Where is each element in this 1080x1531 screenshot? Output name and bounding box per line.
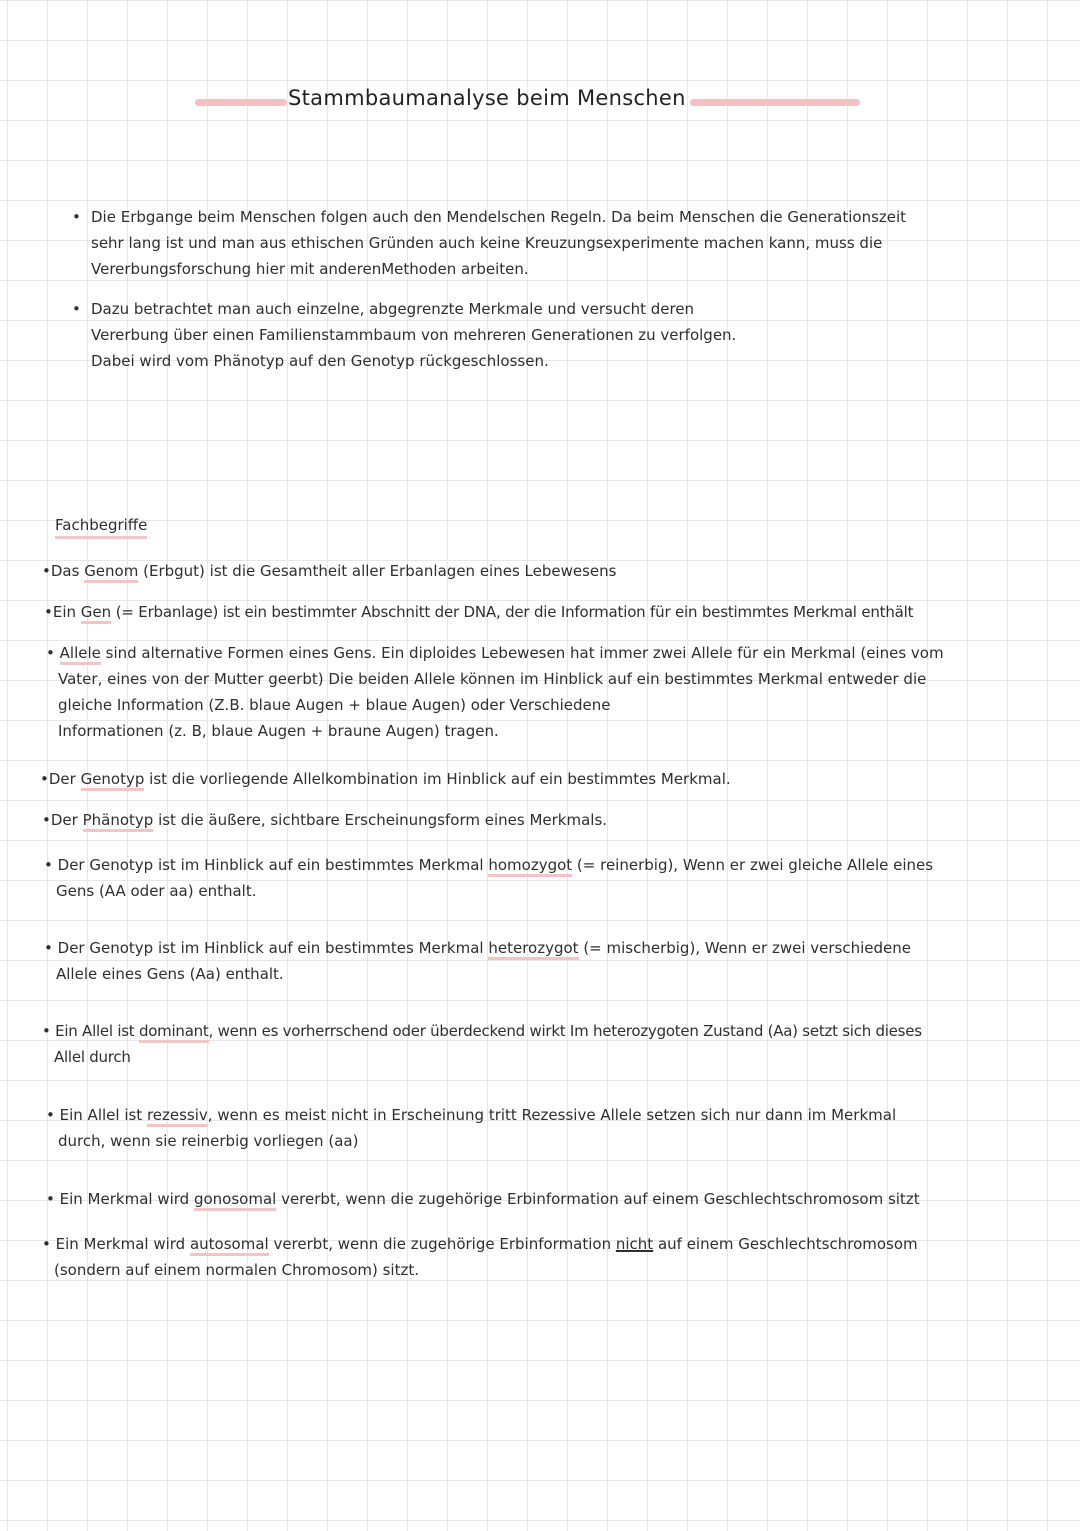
- text-span: sind alternative Formen eines Gens. Ein diploides Lebewesen hat immer zwei Allele für ein Merkmal (eines vom: [100, 644, 944, 662]
- bullet-marker: •: [46, 1106, 55, 1124]
- term-highlight: heterozygot: [488, 939, 578, 960]
- bullet-marker: •: [72, 300, 81, 318]
- text-span: (Erbgut) ist die Gesamtheit aller Erbanlagen eines Lebewesens: [138, 562, 617, 580]
- text-line: Allele eines Gens (Aa) enthalt.: [56, 965, 284, 983]
- text-span: Ein: [52, 603, 81, 621]
- text-line: sehr lang ist und man aus ethischen Gründen auch keine Kreuzungsexperimente machen kann, muss die: [91, 234, 883, 252]
- text-line: Allel durch: [54, 1048, 131, 1066]
- term-gonosomal: [46, 1186, 920, 1212]
- text-span: vererbt, wenn die zugehörige Erbinformation auf einem Geschlechtschromosom sitzt: [276, 1190, 920, 1208]
- text-line: [42, 1231, 918, 1257]
- term-highlight: autosomal: [190, 1235, 269, 1256]
- term-highlight: rezessiv: [147, 1106, 208, 1127]
- text-line: Vater, eines von der Mutter geerbt) Die beiden Allele können im Hinblick auf ein bestimmtes Merkmal entweder die: [58, 670, 927, 688]
- title-row: [0, 86, 1080, 118]
- text-line: [46, 1102, 896, 1128]
- text-span: Der Genotyp ist im Hinblick auf ein bestimmtes Merkmal: [57, 856, 489, 874]
- text-span: Das: [50, 562, 85, 580]
- text-line: Vererbung über einen Familienstammbaum von mehreren Generationen zu verfolgen.: [91, 326, 737, 344]
- term-highlight: homozygot: [488, 856, 572, 877]
- term-highlight: Genom: [84, 562, 138, 583]
- term-highlight: Phänotyp: [83, 811, 154, 832]
- text-span: (= mischerbig), Wenn er zwei verschiedene: [578, 939, 912, 957]
- term-highlight: Gen: [81, 603, 111, 624]
- term-highlight: Allele: [60, 644, 101, 665]
- text-line: Dabei wird vom Phänotyp auf den Genotyp rückgeschlossen.: [91, 352, 549, 370]
- text-line: [44, 852, 933, 878]
- text-line: Die Erbgange beim Menschen folgen auch den Mendelschen Regeln. Da beim Menschen die Generationszeit: [91, 208, 907, 226]
- text-span: (= reinerbig), Wenn er zwei gleiche Allele eines: [572, 856, 934, 874]
- term-genom: [42, 558, 616, 584]
- text-span: Ein Allel ist: [59, 1106, 147, 1124]
- term-rezessiv: [46, 1102, 896, 1154]
- intro-paragraph-1: [91, 204, 906, 282]
- term-gen: [44, 599, 913, 625]
- text-line: (sondern auf einem normalen Chromosom) sitzt.: [54, 1261, 419, 1279]
- term-highlight: Genotyp: [81, 770, 145, 791]
- term-allele: [46, 640, 944, 744]
- bullet-marker: •: [42, 562, 51, 580]
- bullet-marker: •: [46, 644, 55, 662]
- text-span: ist die äußere, sichtbare Erscheinungsform eines Merkmals.: [153, 811, 608, 829]
- term-autosomal: [42, 1231, 918, 1283]
- bullet-marker: •: [72, 208, 81, 226]
- section-heading: Fachbegriffe: [55, 514, 147, 539]
- intro-paragraph-2: [91, 296, 736, 374]
- bullet-marker: •: [44, 603, 53, 621]
- text-span: Der: [48, 770, 81, 788]
- term-phaenotyp: [42, 807, 607, 833]
- bullet-marker: •: [42, 811, 51, 829]
- text-span: Ein Allel ist: [55, 1022, 139, 1040]
- page-title: Stammbaumanalyse beim Menschen: [288, 86, 686, 110]
- text-line: Gens (AA oder aa) enthalt.: [56, 882, 257, 900]
- term-highlight: gonosomal: [194, 1190, 276, 1211]
- text-line: Vererbungsforschung hier mit anderenMethoden arbeiten.: [91, 260, 529, 278]
- underlined-word: nicht: [615, 1235, 654, 1253]
- text-line: [46, 640, 944, 666]
- term-heterozygot: [44, 935, 911, 987]
- bullet-marker: •: [42, 1235, 51, 1253]
- bullet-marker: •: [44, 939, 53, 957]
- bullet-marker: •: [42, 1022, 51, 1040]
- text-span: vererbt, wenn die zugehörige Erbinformation: [268, 1235, 616, 1253]
- text-line: durch, wenn sie reinerbig vorliegen (aa): [58, 1132, 359, 1150]
- text-span: auf einem Geschlechtschromosom: [653, 1235, 918, 1253]
- text-span: Der Genotyp ist im Hinblick auf ein bestimmtes Merkmal: [57, 939, 489, 957]
- bullet-marker: •: [40, 770, 49, 788]
- title-decoration-right: [690, 99, 860, 106]
- text-line: [44, 935, 911, 961]
- bullet-marker: •: [46, 1190, 55, 1208]
- text-span: (= Erbanlage) ist ein bestimmter Abschnitt der DNA, der die Information für ein bestimmtes Merkmal enthält: [111, 603, 914, 621]
- text-span: Der: [50, 811, 83, 829]
- text-line: [42, 1018, 922, 1044]
- title-decoration-left: [195, 99, 287, 106]
- term-dominant: [42, 1018, 922, 1070]
- text-span: , wenn es vorherrschend oder überdeckend wirkt Im heterozygoten Zustand (Aa) setzt sich dieses: [208, 1022, 922, 1040]
- text-span: Ein Merkmal wird: [59, 1190, 194, 1208]
- term-homozygot: [44, 852, 933, 904]
- text-line: gleiche Information (Z.B. blaue Augen + blaue Augen) oder Verschiedene: [58, 696, 611, 714]
- text-span: ist die vorliegende Allelkombination im Hinblick auf ein bestimmtes Merkmal.: [144, 770, 731, 788]
- term-highlight: dominant: [139, 1022, 209, 1043]
- bullet-marker: •: [44, 856, 53, 874]
- text-line: Informationen (z. B, blaue Augen + braune Augen) tragen.: [58, 722, 499, 740]
- term-genotyp: [40, 766, 731, 792]
- text-span: , wenn es meist nicht in Erscheinung tritt Rezessive Allele setzen sich nur dann im Merkmal: [207, 1106, 897, 1124]
- text-span: Ein Merkmal wird: [55, 1235, 190, 1253]
- text-line: Dazu betrachtet man auch einzelne, abgegrenzte Merkmale und versucht deren: [91, 300, 695, 318]
